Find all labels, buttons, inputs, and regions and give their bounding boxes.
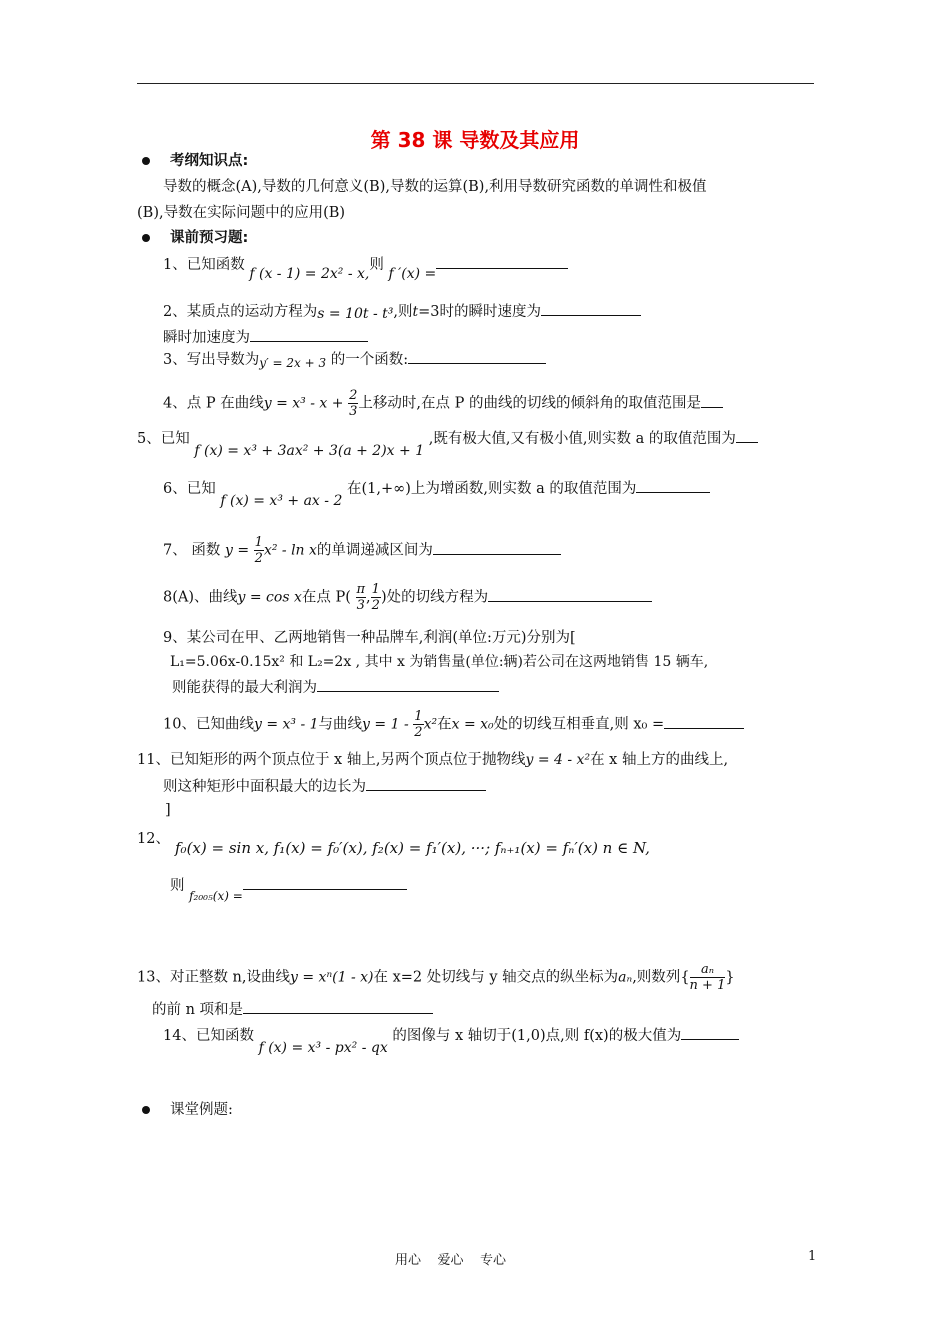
- question-10: 10、已知曲线y = x³ - 1与曲线y = 1 - $\frac{1}{2}$ x²在x = x₀处的切线互相垂直,则 x₀ =: [163, 709, 744, 740]
- lesson-title: 第 38 课 导数及其应用: [370, 128, 580, 152]
- outline-text-1: 导数的概念(A),导数的几何意义(B),导数的运算(B),利用导数研究函数的单调性和极值: [163, 179, 707, 195]
- bullet-icon: [142, 157, 150, 165]
- question-5: 5、已知 f (x) = x³ + 3ax² + 3(a + 2)x + 1 ,既有极大值,又有极小值,则实数 a 的取值范围为: [137, 428, 758, 449]
- question-11: 11、已知矩形的两个顶点位于 x 轴上,另两个顶点位于抛物线y = 4 - x²在 x 轴上方的曲线上,: [137, 752, 729, 768]
- question-12: 12、: [137, 831, 170, 847]
- preview-heading: 课前预习题:: [170, 230, 249, 246]
- question-11-bracket: ]: [165, 802, 171, 818]
- outline-text-2: (B),导数在实际问题中的应用(B): [137, 205, 346, 221]
- bullet-icon: [142, 1106, 150, 1114]
- question-8: 8(A)、曲线y = cos x在点 P( $\frac{\pi}{3}$ , $\frac{1}{2}$ )处的切线方程为: [163, 582, 652, 613]
- header-rule: [137, 83, 814, 84]
- question-3: 3、写出导数为$_{y' = 2x + 3}$ 的一个函数:: [163, 349, 546, 370]
- bullet-icon: [142, 234, 150, 242]
- question-13-line-2: 的前 n 项和是: [152, 999, 433, 1020]
- outline-heading: 考纲知识点:: [170, 153, 249, 169]
- question-14: 14、已知函数 f (x) = x³ - px² - qx 的图像与 x 轴切于(1,0)点,则 f(x)的极大值为: [163, 1025, 739, 1046]
- question-4: 4、点 P 在曲线y = x³ - x + $\frac{2}{3}$ 上移动时,在点 P 的曲线的切线的倾斜角的取值范围是: [163, 388, 723, 419]
- page-number: 1: [808, 1249, 817, 1264]
- question-12-line-2: 则 $_{f_{2005}(x) =}$: [170, 875, 407, 896]
- question-12-formula: f₀(x) = sin x, f₁(x) = f₀′(x), f₂(x) = f₁′(x), ···; fₙ₊₁(x) = fₙ′(x) n ∈ N,: [175, 839, 650, 857]
- classroom-heading: 课堂例题:: [170, 1102, 233, 1118]
- question-1: 1、已知函数 f (x - 1) = 2x² - x,则 f ′(x) =: [163, 254, 568, 275]
- question-9-line-2: L₁=5.06x-0.15x² 和 L₂=2x , 其中 x 为销售量(单位:辆)若公司在这两地销售 15 辆车,: [170, 654, 709, 670]
- question-9-line-3: 则能获得的最大利润为: [172, 677, 499, 698]
- question-11-line-2: 则这种矩形中面积最大的边长为: [163, 776, 486, 797]
- question-2-cont: 瞬时加速度为: [163, 327, 368, 348]
- question-2: 2、某质点的运动方程为s = 10t - t³,则t=3时的瞬时速度为: [163, 301, 641, 322]
- question-13: 13、对正整数 n,设曲线y = xⁿ(1 - x)在 x=2 处切线与 y 轴交点的纵坐标为aₙ,则数列{ $\frac{\text{aₙ}}{n + 1}$ }: [137, 962, 735, 993]
- question-9: 9、某公司在甲、乙两地销售一种品牌车,利润(单位:万元)分别为[: [163, 630, 576, 646]
- question-7: 7、 函数 y = $\frac{1}{2}$ x² - ln x的单调递减区间为: [163, 535, 561, 566]
- footer-motto: 用心 爱心 专心: [395, 1253, 507, 1268]
- question-6: 6、已知 f (x) = x³ + ax - 2 在(1,+∞)上为增函数,则实数 a 的取值范围为: [163, 478, 710, 499]
